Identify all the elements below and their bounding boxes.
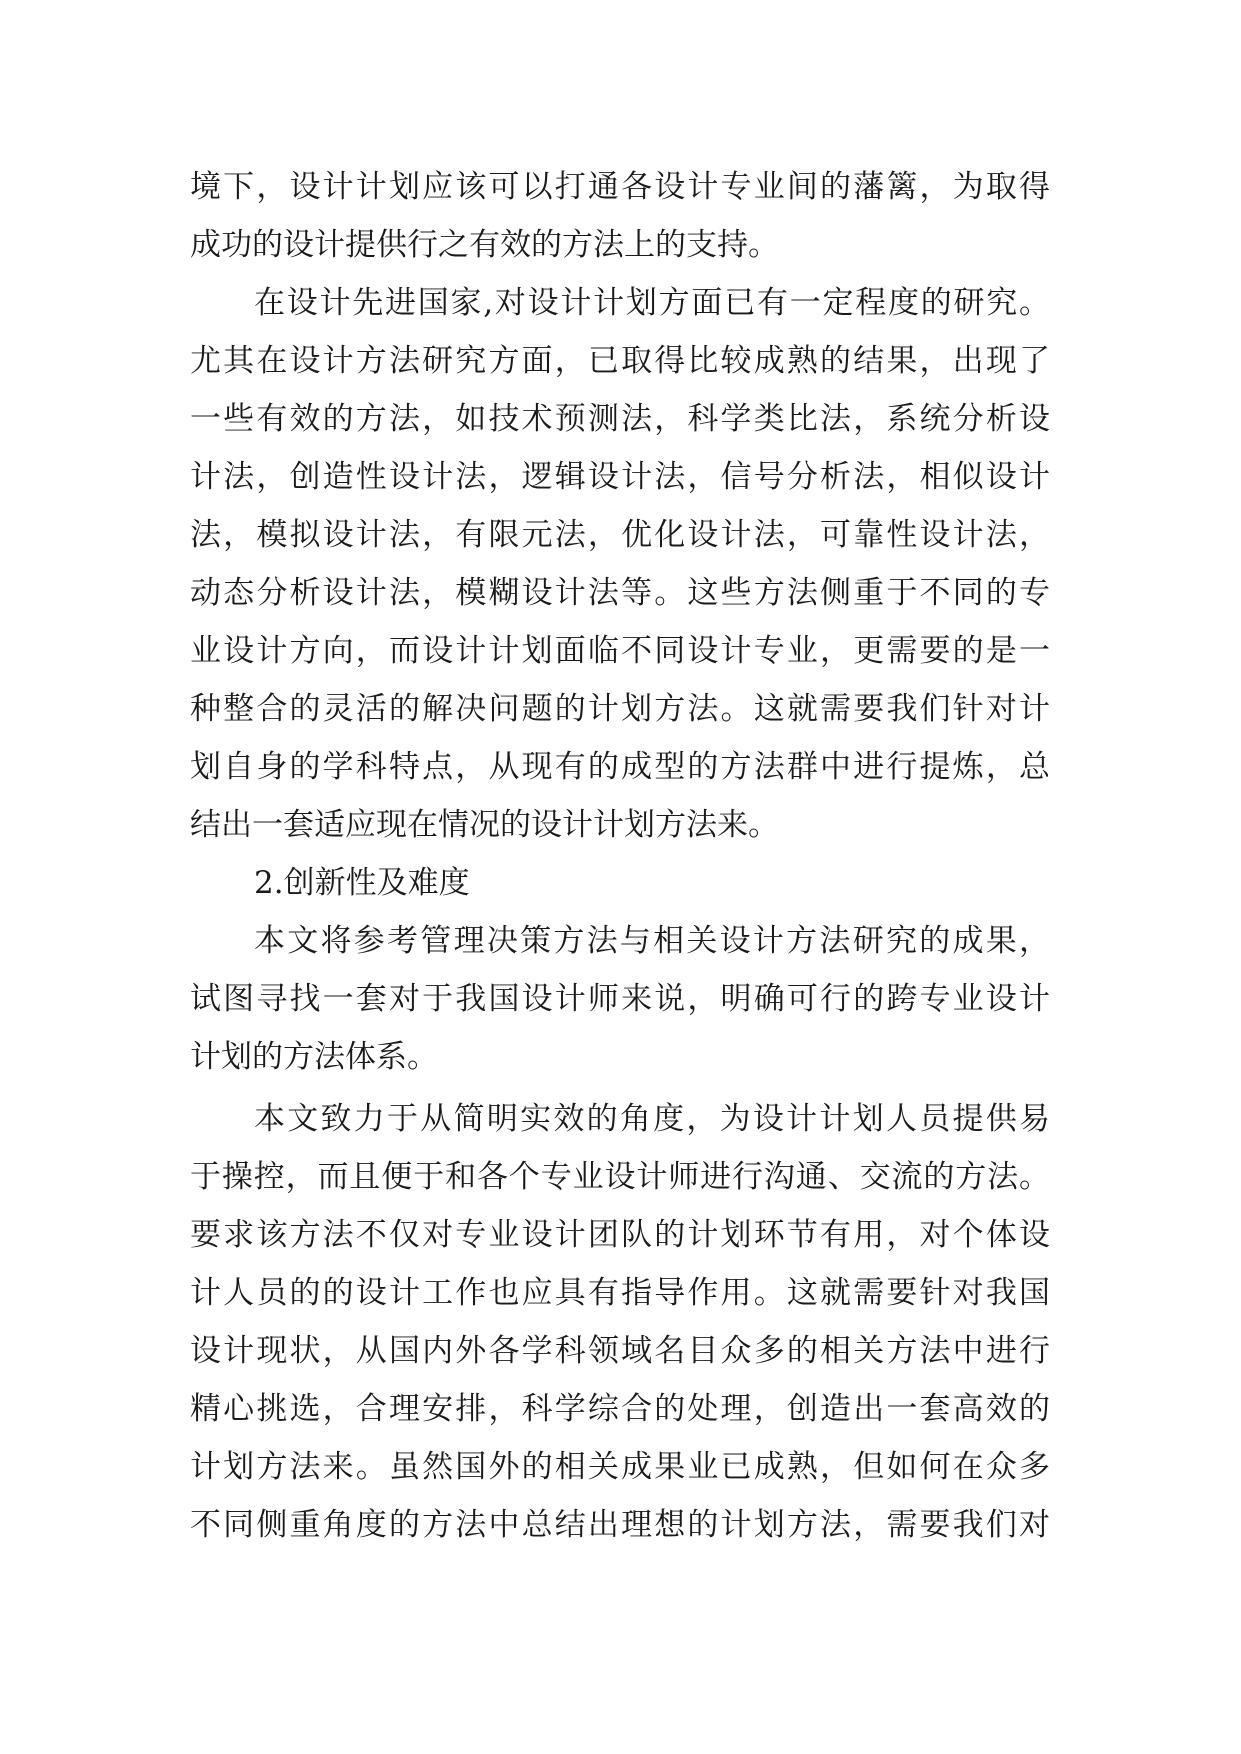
paragraph-line: 业设计方向，而设计计划面临不同设计专业，更需要的是一 (190, 633, 1050, 669)
paragraph-line: 成功的设计提供行之有效的方法上的支持。 (190, 227, 779, 263)
paragraph-line: 结出一套适应现在情况的设计计划方法来。 (190, 807, 779, 843)
paragraph-line: 划自身的学科特点，从现有的成型的方法群中进行提炼，总 (190, 749, 1050, 785)
paragraph-line: 种整合的灵活的解决问题的计划方法。这就需要我们针对计 (190, 691, 1050, 727)
paragraph-line: 不同侧重角度的方法中总结出理想的计划方法，需要我们对 (190, 1507, 1050, 1543)
paragraph-line: 本文致力于从简明实效的角度，为设计计划人员提供易 (254, 1101, 1050, 1137)
section-heading: 2.创新性及难度 (254, 865, 470, 901)
paragraph-line: 设计现状，从国内外各学科领域名目众多的相关方法中进行 (190, 1333, 1050, 1369)
paragraph-line: 动态分析设计法，模糊设计法等。这些方法侧重于不同的专 (190, 575, 1050, 611)
paragraph-line: 尤其在设计方法研究方面，已取得比较成熟的结果，出现了 (190, 343, 1050, 379)
paragraph-line: 法，模拟设计法，有限元法，优化设计法，可靠性设计法， (190, 517, 1050, 553)
paragraph-line: 计划方法来。虽然国外的相关成果业已成熟，但如何在众多 (190, 1449, 1050, 1485)
paragraph-line: 计人员的的设计工作也应具有指导作用。这就需要针对我国 (190, 1275, 1050, 1311)
paragraph-line: 计划的方法体系。 (190, 1039, 438, 1075)
paragraph-line: 境下，设计计划应该可以打通各设计专业间的藩篱，为取得 (190, 169, 1050, 205)
paragraph-line: 要求该方法不仅对专业设计团队的计划环节有用，对个体设 (190, 1217, 1050, 1253)
paragraph-line: 在设计先进国家,对设计计划方面已有一定程度的研究。 (254, 285, 1050, 321)
paragraph-line: 计法，创造性设计法，逻辑设计法，信号分析法，相似设计 (190, 459, 1050, 495)
paragraph-line: 精心挑选，合理安排，科学综合的处理，创造出一套高效的 (190, 1391, 1050, 1427)
paragraph-line: 一些有效的方法，如技术预测法，科学类比法，系统分析设 (190, 401, 1050, 437)
paragraph-line: 试图寻找一套对于我国设计师来说，明确可行的跨专业设计 (190, 981, 1050, 1017)
paragraph-line: 本文将参考管理决策方法与相关设计方法研究的成果， (254, 923, 1050, 959)
paragraph-line: 于操控，而且便于和各个专业设计师进行沟通、交流的方法。 (190, 1159, 1050, 1195)
